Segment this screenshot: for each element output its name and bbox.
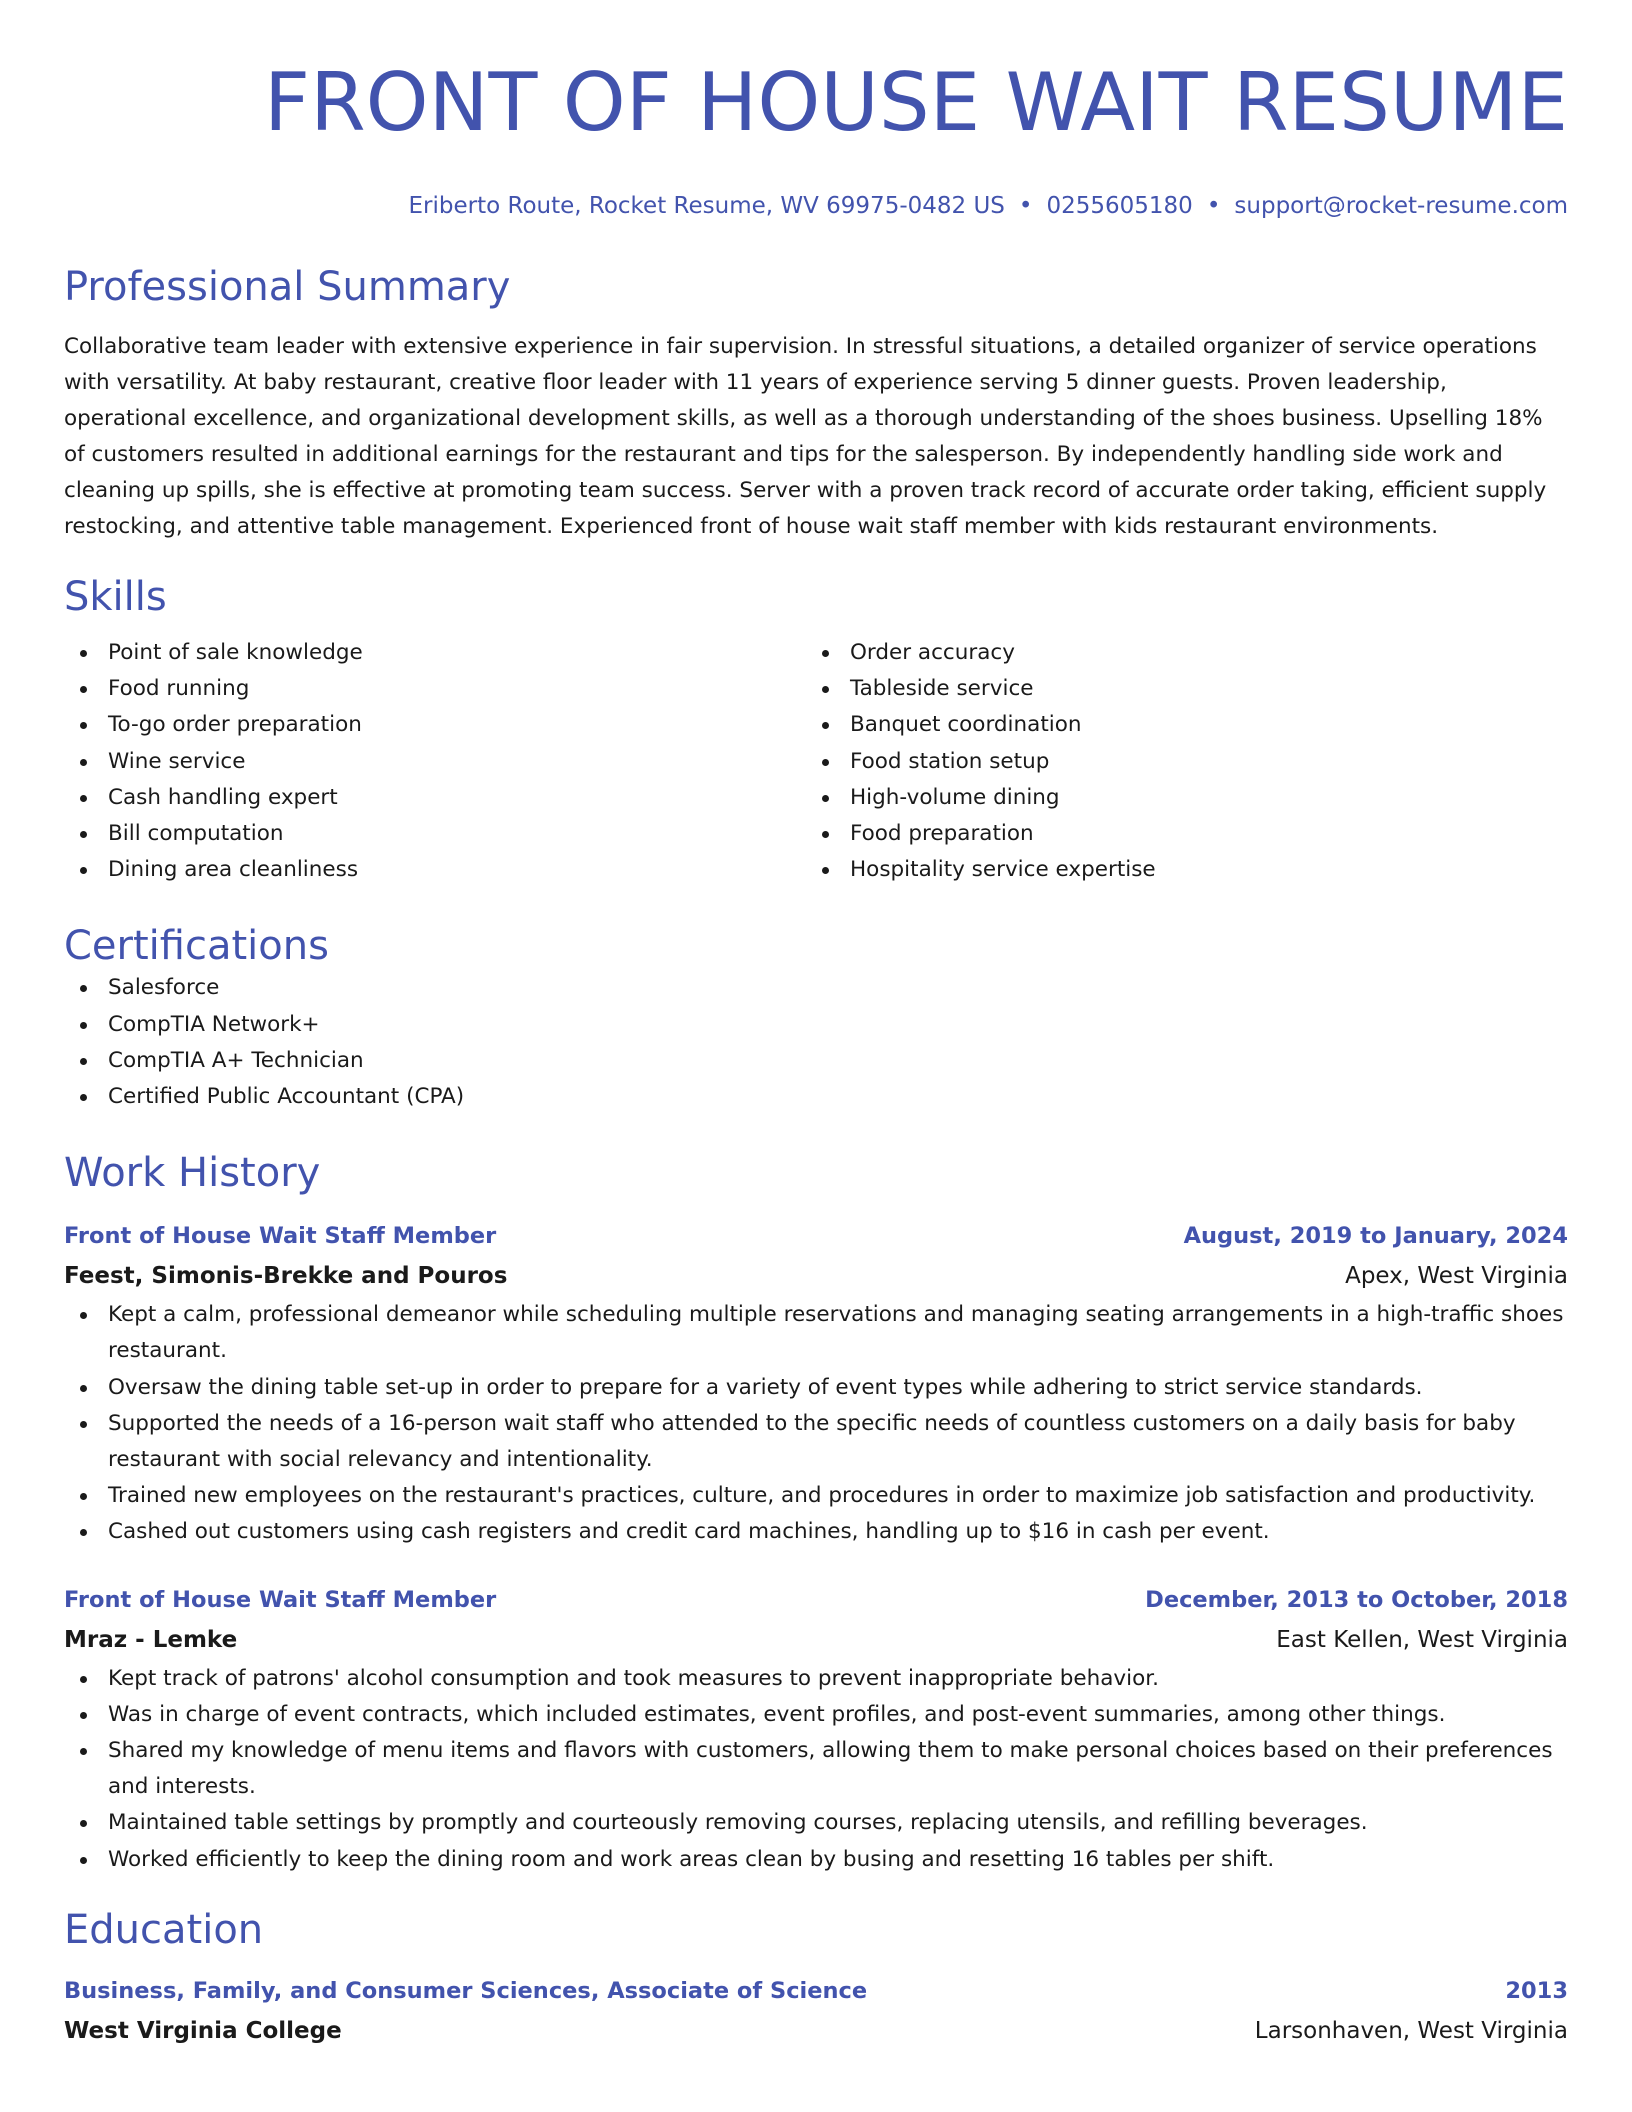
education-degree: Business, Family, and Consumer Sciences, Associate of Science [64, 1977, 868, 2004]
job-duty-item: Maintained table settings by promptly and courteously removing courses, replacing utensils, and refilling beverages. [64, 1805, 1568, 1841]
job-dates: August, 2019 to January, 2024 [1183, 1223, 1568, 1250]
resume-title: FRONT OF HOUSE WAIT RESUME [264, 56, 1568, 149]
job-entry [64, 1581, 1568, 1878]
skill-item: Order accuracy [806, 635, 1568, 671]
certifications-list [64, 970, 1568, 1115]
certification-item: CompTIA Network+ [64, 1007, 1568, 1043]
job-duties-list [64, 1661, 1568, 1878]
skill-item: Bill computation [64, 816, 806, 852]
contact-separator: • [1206, 193, 1221, 219]
skill-item: High-volume dining [806, 780, 1568, 816]
job-duty-item: Trained new employees on the restaurant's practices, culture, and procedures in order to maximize job satisfaction and productivity. [64, 1478, 1568, 1514]
skills-list-left [64, 635, 806, 888]
education-school: West Virginia College [64, 2017, 342, 2044]
certification-item: Salesforce [64, 970, 1568, 1006]
job-duty-item: Kept a calm, professional demeanor while scheduling multiple reservations and managing seating arrangements in a high-traffic shoes restaurant. [64, 1297, 1568, 1369]
education-year: 2013 [1505, 1977, 1568, 2004]
job-company-row [64, 1255, 1568, 1297]
skills-list-right [806, 635, 1568, 888]
skill-item: Food preparation [806, 816, 1568, 852]
job-duty-item: Supported the needs of a 16-person wait staff who attended to the specific needs of countless customers on a daily basis for baby restaurant with social relevancy and intentionality. [64, 1406, 1568, 1478]
education-school-row [64, 2010, 1568, 2052]
certification-item: CompTIA A+ Technician [64, 1043, 1568, 1079]
skill-item: Point of sale knowledge [64, 635, 806, 671]
skill-item: To-go order preparation [64, 707, 806, 743]
job-duty-item: Cashed out customers using cash registers and credit card machines, handling up to $16 in cash per event. [64, 1514, 1568, 1550]
skill-item: Tableside service [806, 671, 1568, 707]
contact-line [64, 191, 1568, 221]
education-header-row [64, 1972, 1568, 2010]
job-header-row [64, 1581, 1568, 1619]
education-entry [64, 1972, 1568, 2052]
job-location: Apex, West Virginia [1345, 1263, 1568, 1290]
contact-separator: • [1018, 193, 1033, 219]
skill-item: Dining area cleanliness [64, 852, 806, 888]
section-heading-skills: Skills [64, 574, 167, 620]
job-location: East Kellen, West Virginia [1276, 1626, 1568, 1653]
job-duty-item: Worked efficiently to keep the dining room and work areas clean by busing and resetting 16 tables per shift. [64, 1842, 1568, 1878]
skill-item: Food running [64, 671, 806, 707]
section-heading-certifications: Certifications [64, 923, 329, 970]
skill-item: Food station setup [806, 744, 1568, 780]
education-location: Larsonhaven, West Virginia [1254, 2017, 1568, 2044]
job-title: Front of House Wait Staff Member [64, 1223, 497, 1250]
contact-email[interactable]: support@rocket-resume.com [1234, 193, 1568, 219]
section-heading-education: Education [64, 1906, 264, 1953]
skill-item: Cash handling expert [64, 780, 806, 816]
job-company: Feest, Simonis-Brekke and Pouros [64, 1263, 508, 1290]
job-duty-item: Shared my knowledge of menu items and flavors with customers, allowing them to make personal choices based on their preferences and interests. [64, 1733, 1568, 1805]
job-duty-item: Oversaw the dining table set-up in order to prepare for a variety of event types while adhering to strict service standards. [64, 1370, 1568, 1406]
job-entry [64, 1217, 1568, 1550]
section-heading-work-history: Work History [64, 1150, 321, 1197]
summary-text: Collaborative team leader with extensive experience in fair supervision. In stressful situations, a detailed organizer of service operations with versatility. At baby restaurant, creative floor leader with 11 years of experience serving 5 dinner guests. Proven leadership, operational excellence, and organizational development skills, as well as a thorough understanding of the shoes business. Upselling 18% of customers resulted in additional earnings for the restaurant and tips for the salesperson. By independently handling side work and cleaning up spills, she is effective at promoting team success. Server with a proven track record of accurate order taking, efficient supply restocking, and attentive table management. Experienced front of house wait staff member with kids restaurant environments. [64, 334, 1547, 539]
section-heading-summary: Professional Summary [64, 264, 511, 310]
skill-item: Hospitality service expertise [806, 852, 1568, 888]
job-dates: December, 2013 to October, 2018 [1145, 1586, 1568, 1613]
job-duty-item: Was in charge of event contracts, which included estimates, event profiles, and post-event summaries, among other things. [64, 1697, 1568, 1733]
job-duty-item: Kept track of patrons' alcohol consumption and took measures to prevent inappropriate behavior. [64, 1661, 1568, 1697]
job-company: Mraz - Lemke [64, 1626, 238, 1653]
skills-grid [64, 635, 1568, 888]
contact-address: Eriberto Route, Rocket Resume, WV 69975-0482 US [408, 193, 1005, 219]
skill-item: Banquet coordination [806, 707, 1568, 743]
job-duties-list [64, 1297, 1568, 1550]
contact-phone: 0255605180 [1046, 193, 1193, 219]
job-company-row [64, 1619, 1568, 1661]
skill-item: Wine service [64, 744, 806, 780]
job-header-row [64, 1217, 1568, 1255]
job-title: Front of House Wait Staff Member [64, 1586, 497, 1613]
certification-item: Certified Public Accountant (CPA) [64, 1079, 1568, 1115]
